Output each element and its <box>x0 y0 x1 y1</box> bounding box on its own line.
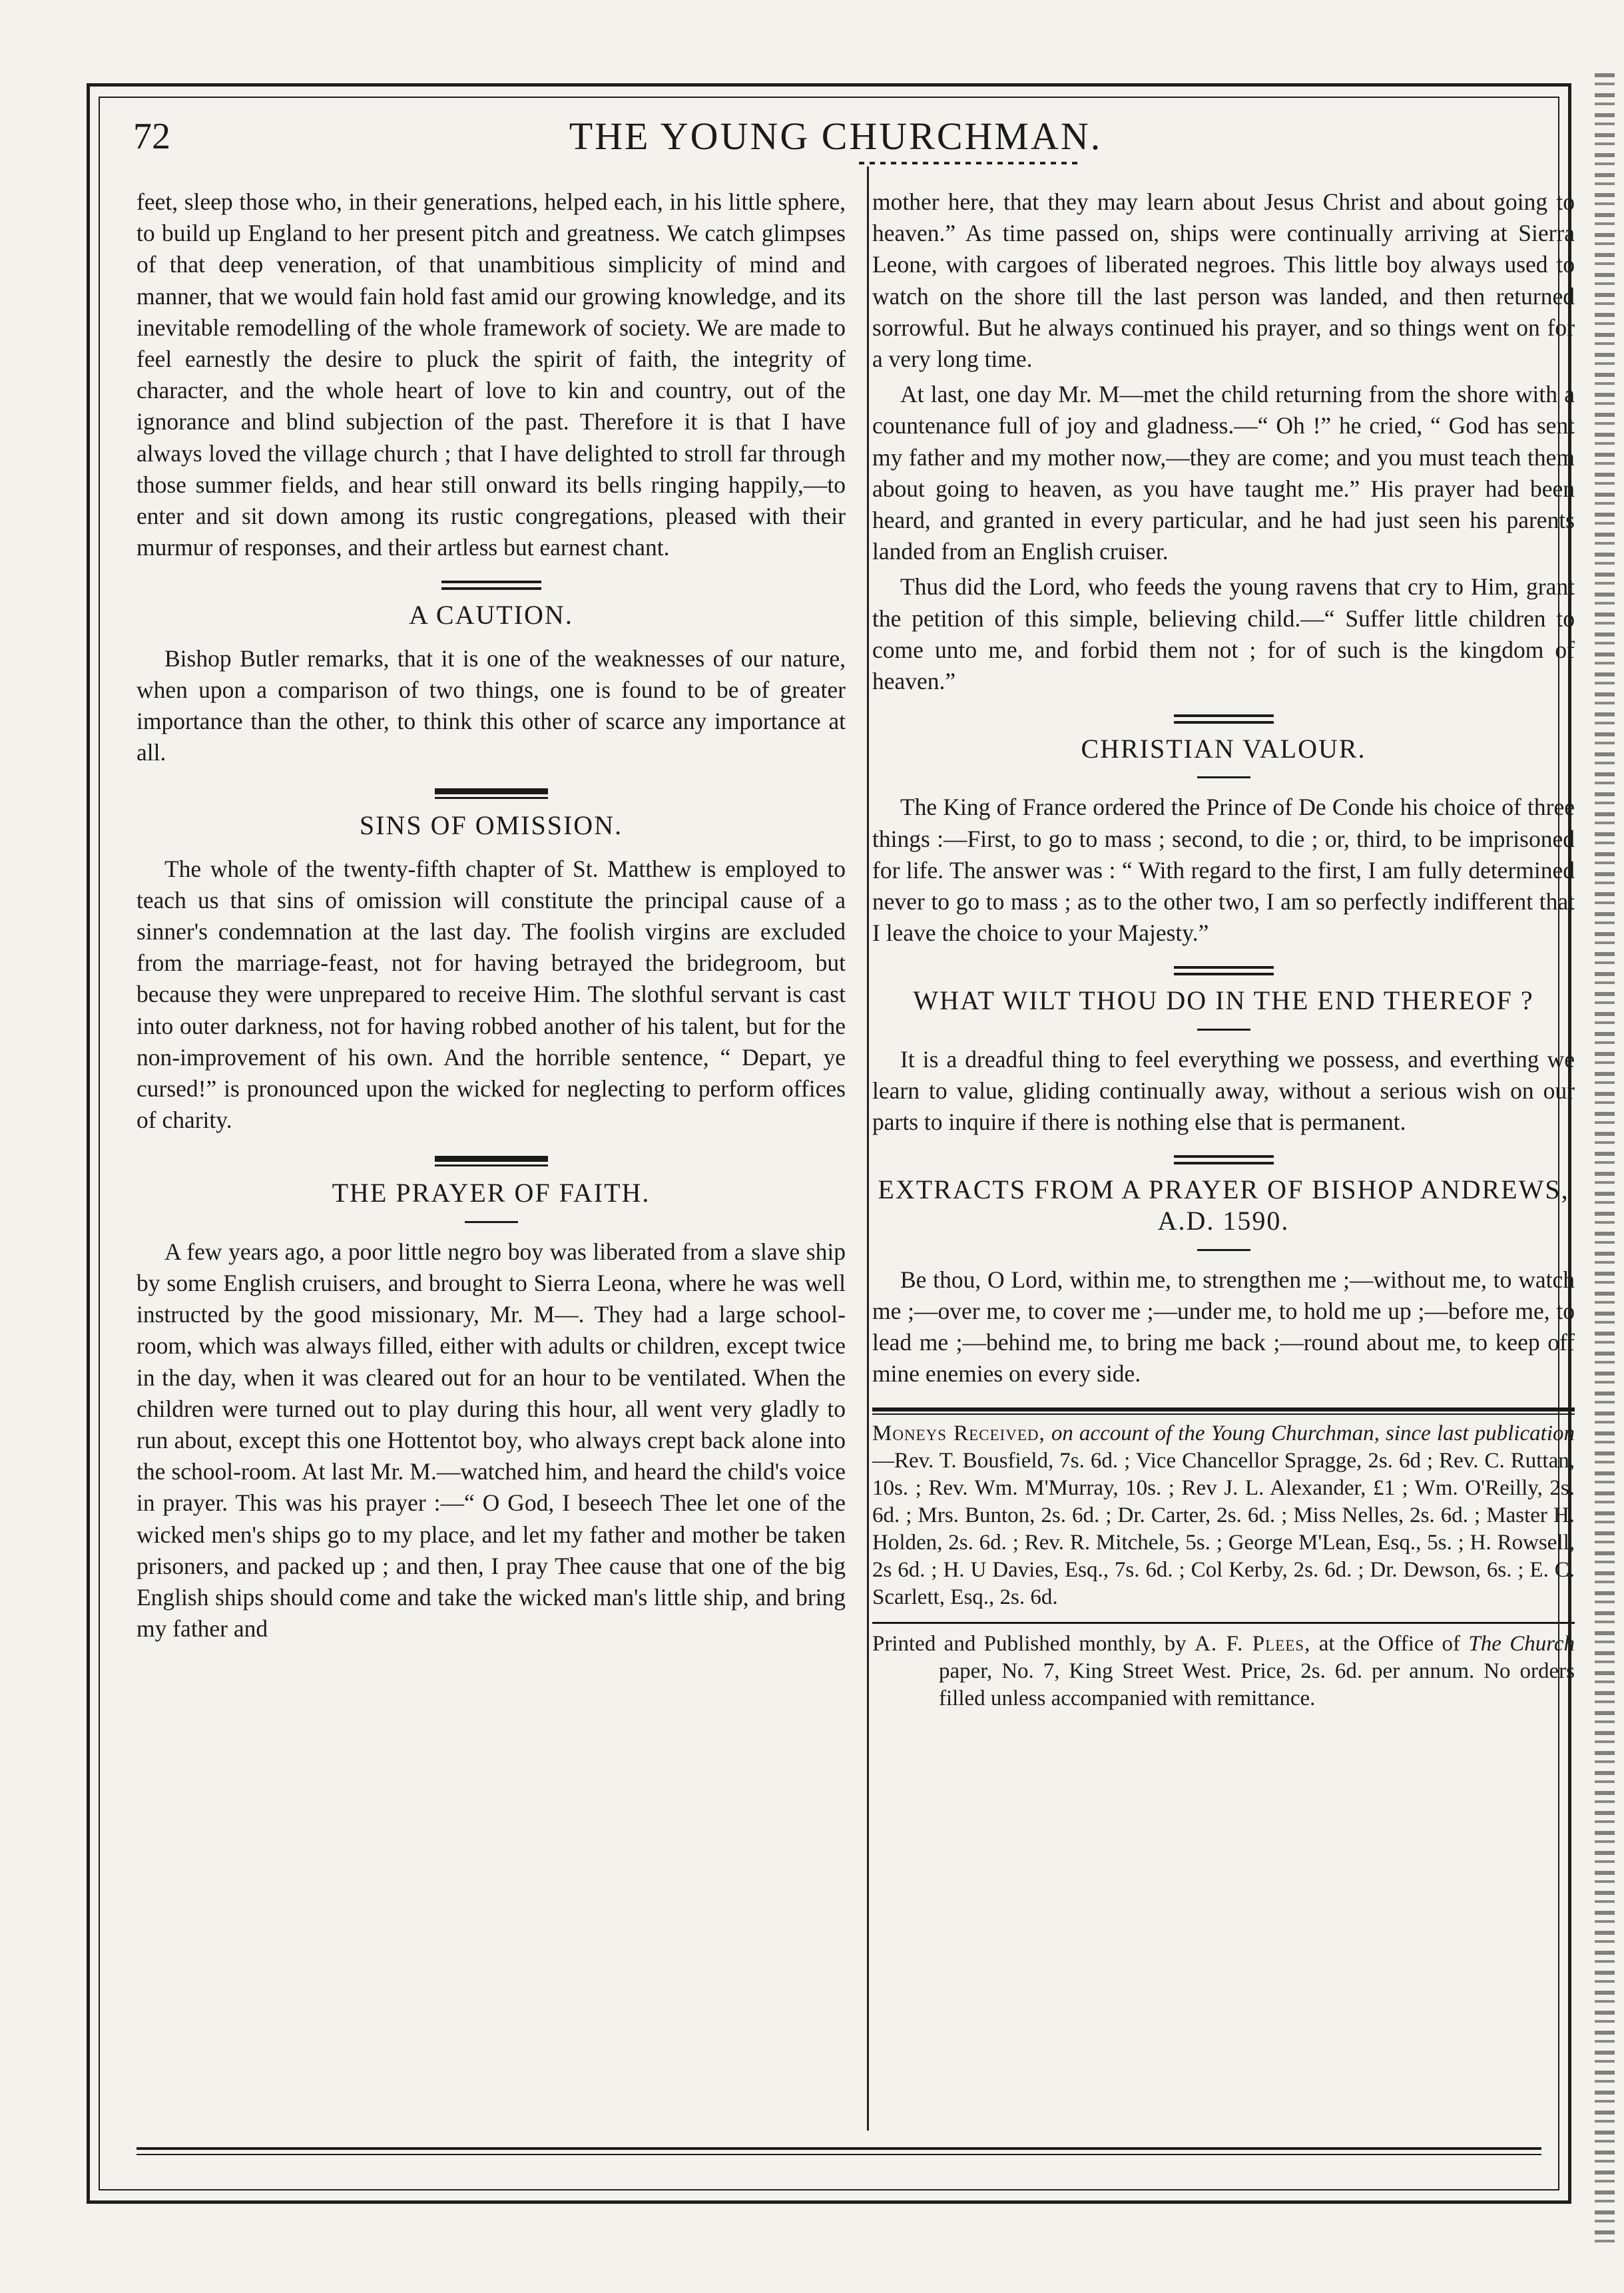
section-divider <box>1174 714 1274 724</box>
prayer-title: THE PRAYER OF FAITH. <box>332 1178 651 1208</box>
notice-divider <box>872 1407 1575 1415</box>
left-column <box>136 186 846 1649</box>
section-divider <box>1174 966 1274 975</box>
prayer-continued-1: mother here, that they may learn about Jesus Christ and about going to heaven.” As time passed on, ships were continually arriving at Sierra Leone, with cargoes of liberated negroes. This little boy always used to watch on the shore till the last person was landed, and then returned sorrowful. But he always continued his prayer, and so things went on for a very long time. <box>872 188 1575 373</box>
page-edge-shadow <box>1595 73 1615 2244</box>
prayer-text: A few years ago, a poor little negro boy was liberated from a slave ship by some English cruisers, and brought to Sierra Leona, where he was well instructed by the good missionary, Mr. M—. They had a large school-room, which was always filled, either with adults or children, except twice in the day, when it was cleared out for an hour to be ventilated. When the children were turned out to play during this hour, all went very gladly to run about, except this one Hottentot boy, who always crept back alone into the school-room. At last Mr. M.—watched him, and heard the child's voice in prayer. This was his prayer :—“ O God, I beseech Thee let one of the wicked men's ships go to my place, and let my father and mother be taken prisoners, and packed up ; and then, I pray Thee cause that one of the big English ships should come and take the wicked man's little ship, and bring my father and <box>136 1238 846 1643</box>
omission-text: The whole of the twenty-fifth chapter of St. Matthew is employed to teach us that sins of omission will constitute the principal cause of a sinner's condemnation at the last day. The foolish virgins are excluded from the marriage-feast, not for having betrayed the bridegroom, but because they were unprepared to receive Him. The slothful servant is cast into outer darkness, not for having robbed another of his talent, but for the non-improvement of his own. And the horrible sentence, “ Depart, ye cursed!” is pronounced upon the wicked for neglecting to perform offices of charity. <box>136 855 846 1134</box>
moneys-received-notice <box>872 1420 1575 1611</box>
imprint <box>872 1631 1575 1712</box>
imprint-text-1: Printed and Published monthly, by <box>872 1631 1187 1656</box>
prayer-continued-3: Thus did the Lord, who feeds the young ravens that cry to Him, grant the petition of this simple, believing child.—“ Suffer little children to come unto me, and forbid them not ; for of such is the kingdom of heaven.” <box>872 573 1575 695</box>
header-ornament <box>859 162 1079 164</box>
caution-text: Bishop Butler remarks, that it is one of the weaknesses of our nature, when upon a comparison of two things, one is found to be of greater importance than the other, to think this other of scarce any importance at all. <box>136 644 846 766</box>
moneys-italic: on account of the Young Churchman, since last publication <box>1051 1421 1575 1445</box>
right-column <box>872 186 1575 1712</box>
valour-title: CHRISTIAN VALOUR. <box>1081 734 1366 764</box>
column-divider <box>867 166 869 2131</box>
moneys-list: —Rev. T. Bousfield, 7s. 6d. ; Vice Chancellor Spragge, 2s. 6d ; Rev. C. Ruttan, 10s. ; Rev. Wm. M'Murray, 10s. ; Rev J. L. Alexander, £1 ; Wm. O'Reilly, 2s. 6d. ; Mrs. Bunton, 2s. 6d. ; Dr. Carter, 2s. 6d. ; Miss Nelles, 2s. 6d. ; Master H. Holden, 2s. 6d. ; Rev. R. Mitchele, 5s. ; George M'Lean, Esq., 5s. ; H. Rowsell, 2s 6d. ; H. U Davies, Esq., 7s. 6d. ; Col Kerby, 2s. 6d. ; Dr. Dewson, 6s. ; E. C. Scarlett, Esq., 2s. 6d. <box>872 1448 1575 1609</box>
section-divider <box>435 1156 548 1166</box>
page-header <box>127 110 1545 156</box>
extracts-text: Be thou, O Lord, within me, to strengthen me ;—without me, to watch me ;—over me, to cover me ;—under me, to hold me up ;—before me, to lead me ;—behind me, to bring me back ;—round about me, to keep off mine enemies on every side. <box>872 1266 1575 1388</box>
imprint-text-2: at the Office of <box>1318 1631 1461 1656</box>
extracts-title: EXTRACTS FROM A PRAYER OF BISHOP ANDREWS, A.D. 1590. <box>878 1174 1569 1236</box>
page-number: 72 <box>133 116 170 157</box>
title-underline <box>1197 776 1250 778</box>
title-underline <box>465 1221 518 1223</box>
omission-title: SINS OF OMISSION. <box>359 810 623 841</box>
section-divider <box>441 581 541 590</box>
running-title: THE YOUNG CHURCHMAN. <box>569 115 1103 158</box>
imprint-text-3: paper, No. 7, King Street West. Price, 2s. 6d. per annum. No orders filled unless accompanied with remittance. <box>939 1658 1575 1710</box>
bottom-rule <box>136 2147 1541 2155</box>
caution-title: A CAUTION. <box>409 600 573 631</box>
prayer-continued-2: At last, one day Mr. M—met the child returning from the shore with a countenance full of joy and gladness.—“ Oh !” he cried, “ God has sent my father and my mother now,—they are come; and you must teach them about going to heaven, as you have taught me.” His prayer had been heard, and granted in every particular, and he had just seen his parents landed from an English cruiser. <box>872 381 1575 565</box>
moneys-lead: Moneys Received, <box>872 1421 1045 1445</box>
section-divider <box>1174 1155 1274 1164</box>
imprint-publisher: A. F. Plees, <box>1195 1631 1311 1656</box>
section-divider <box>435 788 548 799</box>
end-text: It is a dreadful thing to feel everything we possess, and everthing we learn to value, gliding continually away, without a serious wish on our parts to inquire if there is nothing else that is permanent. <box>872 1045 1575 1136</box>
opening-paragraph: feet, sleep those who, in their generations, helped each, in his little sphere, to build up England to her present pitch and greatness. We catch glimpses of that deep veneration, of that unambitious simplicity of mind and manner, that we would fain hold fast amid our growing knowledge, and its inevitable remodelling of the whole framework of society. We are made to feel earnestly the desire to pluck the spirit of faith, the integrity of character, and the whole heart of love to kin and country, out of the ignorance and blind subjection of the past. Therefore it is that I have always loved the village church ; that I have delighted to stroll far through those summer fields, and hear still onward its bells ringing happily,—to enter and sit down among its rustic congregations, pleased with their murmur of responses, and their artless but earnest chant. <box>136 188 846 561</box>
title-underline <box>1197 1249 1250 1251</box>
imprint-divider <box>872 1622 1575 1624</box>
title-underline <box>1197 1029 1250 1031</box>
valour-text: The King of France ordered the Prince of De Conde his choice of three things :—First, to go to mass ; second, to die ; or, third, to be imprisoned for life. The answer was : “ With regard to the first, I am fully determined never to go to mass ; as to the other two, I am so perfectly indifferent that I leave the choice to your Majesty.” <box>872 794 1575 947</box>
end-title: WHAT WILT THOU DO IN THE END THEREOF ? <box>913 985 1534 1016</box>
imprint-paper: The Church <box>1468 1631 1575 1656</box>
